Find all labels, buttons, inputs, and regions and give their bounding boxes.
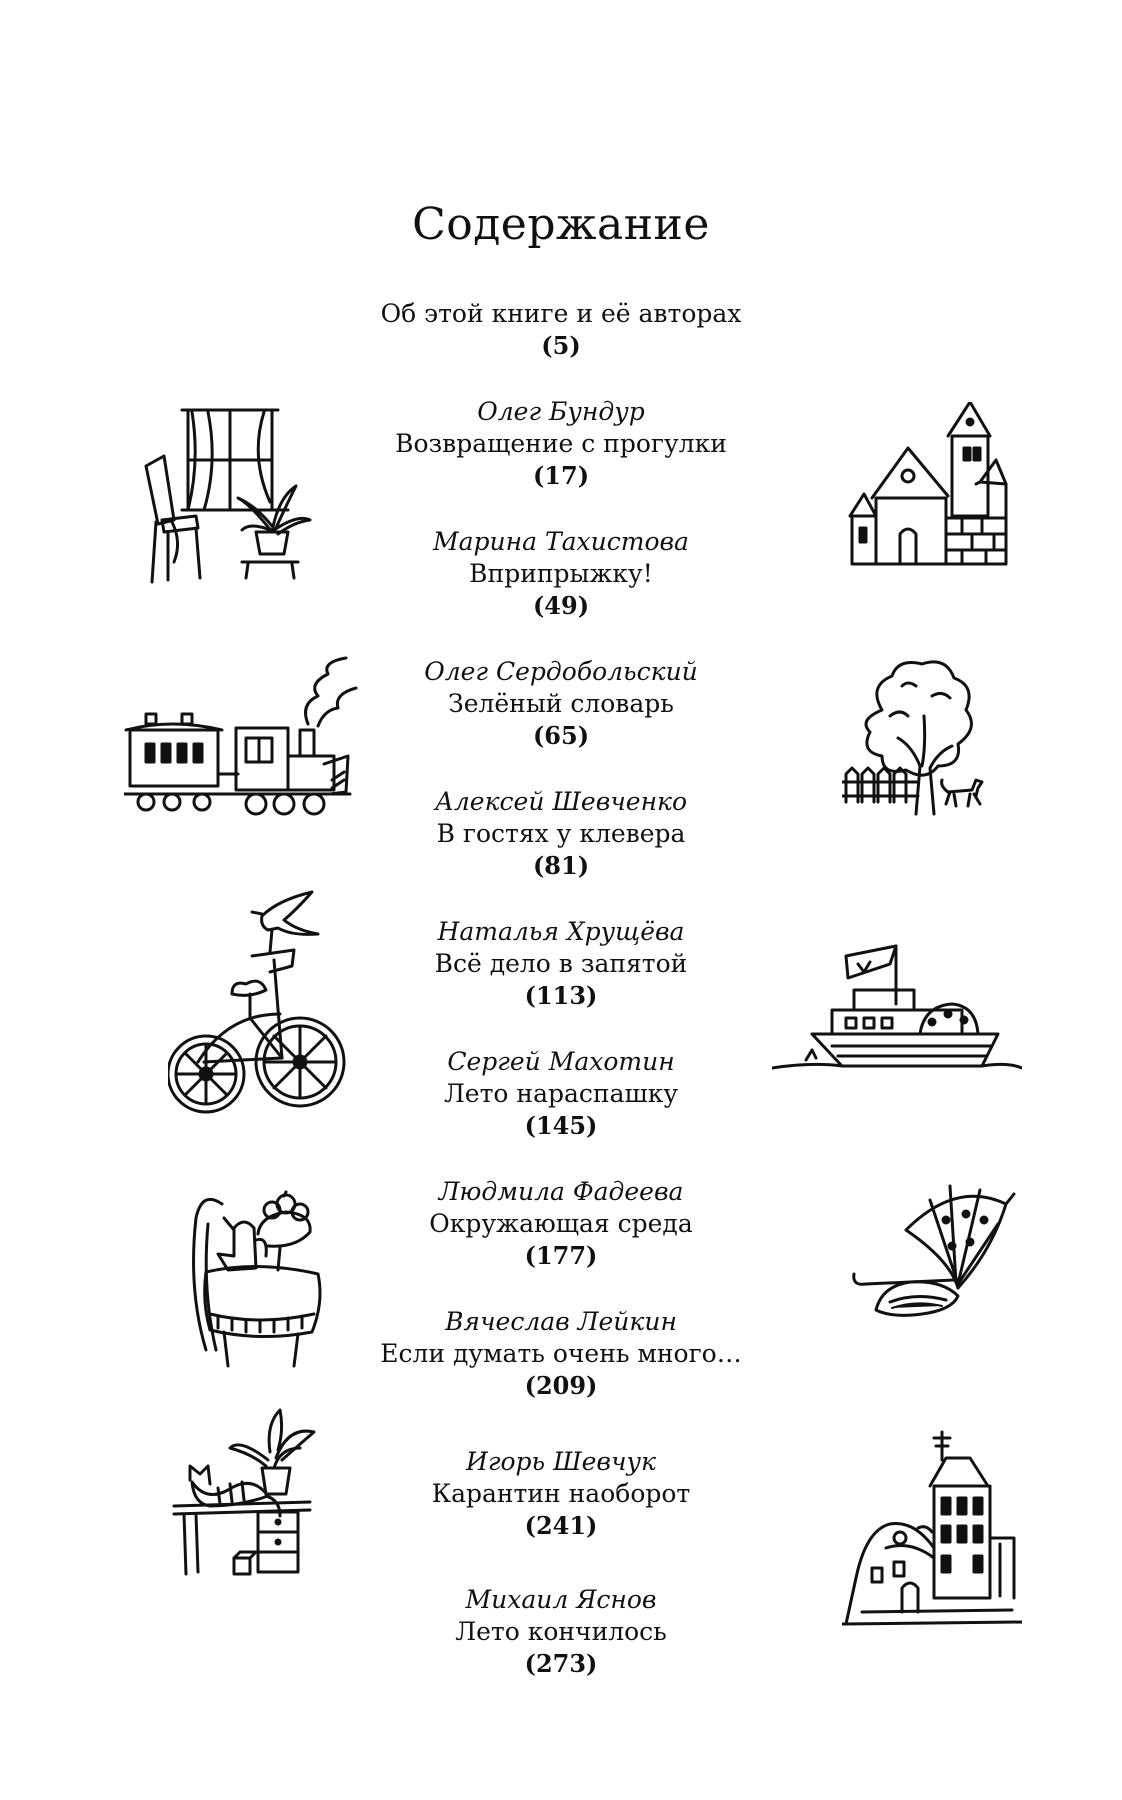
toc-entry[interactable] — [261, 396, 861, 492]
steamboat-icon — [772, 934, 1022, 1084]
toc-author: Михаил Яснов — [465, 1585, 657, 1614]
toc-author: Наталья Хрущёва — [437, 917, 685, 946]
toc-page-number: (17) — [532, 461, 590, 490]
cat-desk-icon — [170, 1408, 330, 1588]
toc-page-number: (81) — [532, 851, 590, 880]
toc-author: Олег Бундур — [477, 397, 645, 426]
toc-page-number: (5) — [541, 331, 581, 360]
toc-work-title: Лето нараспашку — [443, 1079, 679, 1108]
page-title: Содержание — [412, 199, 710, 251]
tree-dog-icon — [842, 656, 992, 816]
toc-work-title: Всё дело в запятой — [434, 949, 688, 978]
toc-work-title: Зелёный словарь — [448, 689, 674, 718]
train-icon — [124, 652, 364, 822]
toc-work-title: В гостях у клевера — [436, 819, 686, 848]
toc-entry[interactable] — [261, 1176, 861, 1272]
bicycle-bird-icon — [168, 890, 358, 1126]
toc-entry[interactable] — [261, 1584, 861, 1680]
toc-work-title: Если думать очень много… — [380, 1339, 742, 1368]
toc-page-number: (209) — [524, 1371, 598, 1400]
toc-entry-intro[interactable] — [261, 298, 861, 362]
toc-work-title: Лето кончилось — [455, 1617, 667, 1646]
toc-author: Марина Тахистова — [433, 527, 689, 556]
toc-entry[interactable] — [261, 1446, 861, 1542]
table-teapot-icon — [188, 1190, 328, 1370]
toc-author: Игорь Шевчук — [466, 1447, 656, 1476]
toc-page-number: (113) — [524, 981, 598, 1010]
toc-work-title: Окружающая среда — [429, 1209, 693, 1238]
toc-page-number: (65) — [532, 721, 590, 750]
houses-icon — [842, 1428, 1022, 1638]
toc-author: Алексей Шевченко — [434, 787, 688, 816]
toc-work-title: Возвращение с прогулки — [395, 429, 727, 458]
toc-page-number: (241) — [524, 1511, 598, 1540]
toc-author: Сергей Махотин — [447, 1047, 675, 1076]
toc-entry[interactable] — [261, 1306, 861, 1402]
toc-author: Вячеслав Лейкин — [445, 1307, 677, 1336]
window-chair-plant-icon — [138, 402, 318, 587]
toc-page-number: (145) — [524, 1111, 598, 1140]
umbrella-icon — [846, 1180, 1016, 1330]
toc-work-title: Об этой книге и её авторах — [380, 299, 742, 328]
toc-entry[interactable] — [261, 526, 861, 622]
toc-author: Олег Сердобольский — [424, 657, 698, 686]
toc-page-number: (273) — [524, 1649, 598, 1678]
castle-icon — [848, 402, 1008, 572]
toc-author: Людмила Фадеева — [438, 1177, 684, 1206]
toc-page-number: (49) — [532, 591, 590, 620]
toc-page-number: (177) — [524, 1241, 598, 1270]
toc-work-title: Карантин наоборот — [431, 1479, 691, 1508]
toc-work-title: Вприпрыжку! — [469, 559, 653, 588]
